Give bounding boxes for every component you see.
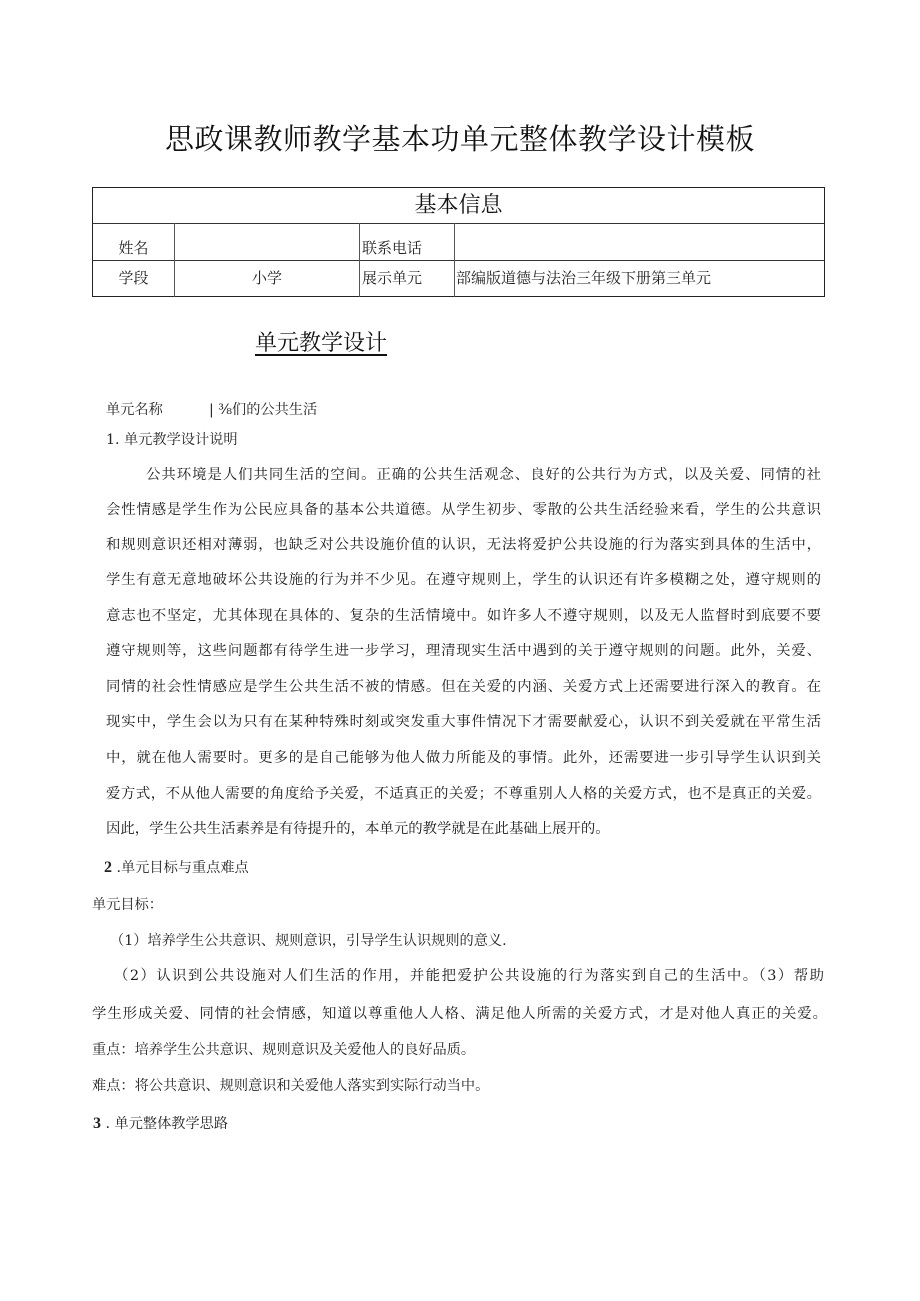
section3-title (93, 1114, 228, 1134)
paragraph-line: 学生有意无意地破坏公共设施的行为并不少见。在遵守规则上，学生的认识还有许多模糊之处，遵守规则的 (106, 572, 821, 588)
name-value (174, 223, 359, 260)
unit-name-label: 单元名称 (106, 402, 163, 418)
paragraph-line: 因此，学生公共生活素养是有待提升的，本单元的教学就是在此基础上展开的。 (106, 821, 610, 837)
goal-2-line-1: （2）认识到公共设施对人们生活的作用，并能把爱护公共设施的行为落实到自己的生活中。（3）帮助 (114, 968, 824, 984)
table-header: 基本信息 (414, 193, 503, 218)
paragraph-line: 爱方式，不从他人需要的角度给予关爱，不适真正的关爱；不尊重别人人格的关爱方式，也不是真正的关爱。 (106, 786, 821, 802)
unit-design-heading: 单元教学设计 (255, 331, 388, 356)
name-label: 姓名 (118, 239, 149, 257)
table-row (93, 260, 824, 297)
section3-number: 3 (93, 1115, 101, 1132)
section3-title-text: . 单元整体教学思路 (101, 1116, 229, 1132)
section2-title (104, 858, 249, 878)
paragraph-line: 遵守规则等，这些问题都有待学生进一步学习，理清现实生活中遇到的关于遵守规则的问题。此外，关爱、 (106, 643, 821, 659)
phone-label: 联系电话 (359, 223, 454, 260)
section2-title-text: .单元目标与重点难点 (112, 860, 249, 876)
basic-info-table (92, 187, 825, 297)
paragraph-line: 意志也不坚定，尤其体现在具体的、复杂的生活情境中。如许多人不遵守规则，以及无人监督时到底要不要 (106, 608, 821, 624)
paragraph-line: 和规则意识还相对薄弱，也缺乏对公共设施价值的认识，无法将爱护公共设施的行为落实到具体的生活中， (106, 537, 821, 553)
paragraph-line: 会性情感是学生作为公民应具备的基本公共道德。从学生初步、零散的公共生活经验来看，学生的公共意识 (106, 502, 821, 518)
paragraph-line: 公共环境是人们共同生活的空间。正确的公共生活观念、良好的公共行为方式，以及关爱、同情的社 (146, 467, 821, 483)
section2-number: 2 (104, 859, 112, 876)
paragraph-line: 中，就在他人需要时。更多的是自己能够为他人做力所能及的事情。此外，还需要进一步引导学生认识到关 (106, 750, 821, 766)
phone-value (454, 223, 824, 260)
key-point: 重点：培养学生公共意识、规则意识及关爱他人的良好品质。 (92, 1042, 476, 1058)
unit-label: 展示单元 (359, 260, 454, 297)
goals-label: 单元目标： (92, 897, 163, 913)
difficult-point: 难点：将公共意识、规则意识和关爱他人落实到实际行动当中。 (92, 1078, 490, 1094)
paragraph-line: 现实中，学生会以为只有在某种特殊时刻或突发重大事件情况下才需要献爱心，认识不到关爱就在平常生活 (106, 714, 821, 730)
unit-name-value: | ⅜们的公共生活 (209, 402, 318, 418)
document-title: 思政课教师教学基本功单元整体教学设计模板 (164, 122, 755, 156)
section1-title: 1. 单元教学设计说明 (106, 432, 238, 448)
stage-label: 学段 (118, 269, 149, 287)
table-header-row (93, 188, 824, 224)
goal-1: （1）培养学生公共意识、规则意识，引导学生认识规则的意义. (110, 933, 507, 949)
unit-value: 部编版道德与法治三年级下册第三单元 (454, 260, 824, 297)
table-row (93, 223, 824, 261)
goal-2-line-2: 学生形成关爱、同情的社会情感，知道以尊重他人人格、满足他人所需的关爱方式，才是对他人真正的关爱。 (92, 1006, 827, 1022)
paragraph-line: 同情的社会性情感应是学生公共生活不被的情感。但在关爱的内涵、关爱方式上还需要进行深入的教育。在 (106, 679, 821, 695)
stage-value: 小学 (174, 260, 359, 297)
